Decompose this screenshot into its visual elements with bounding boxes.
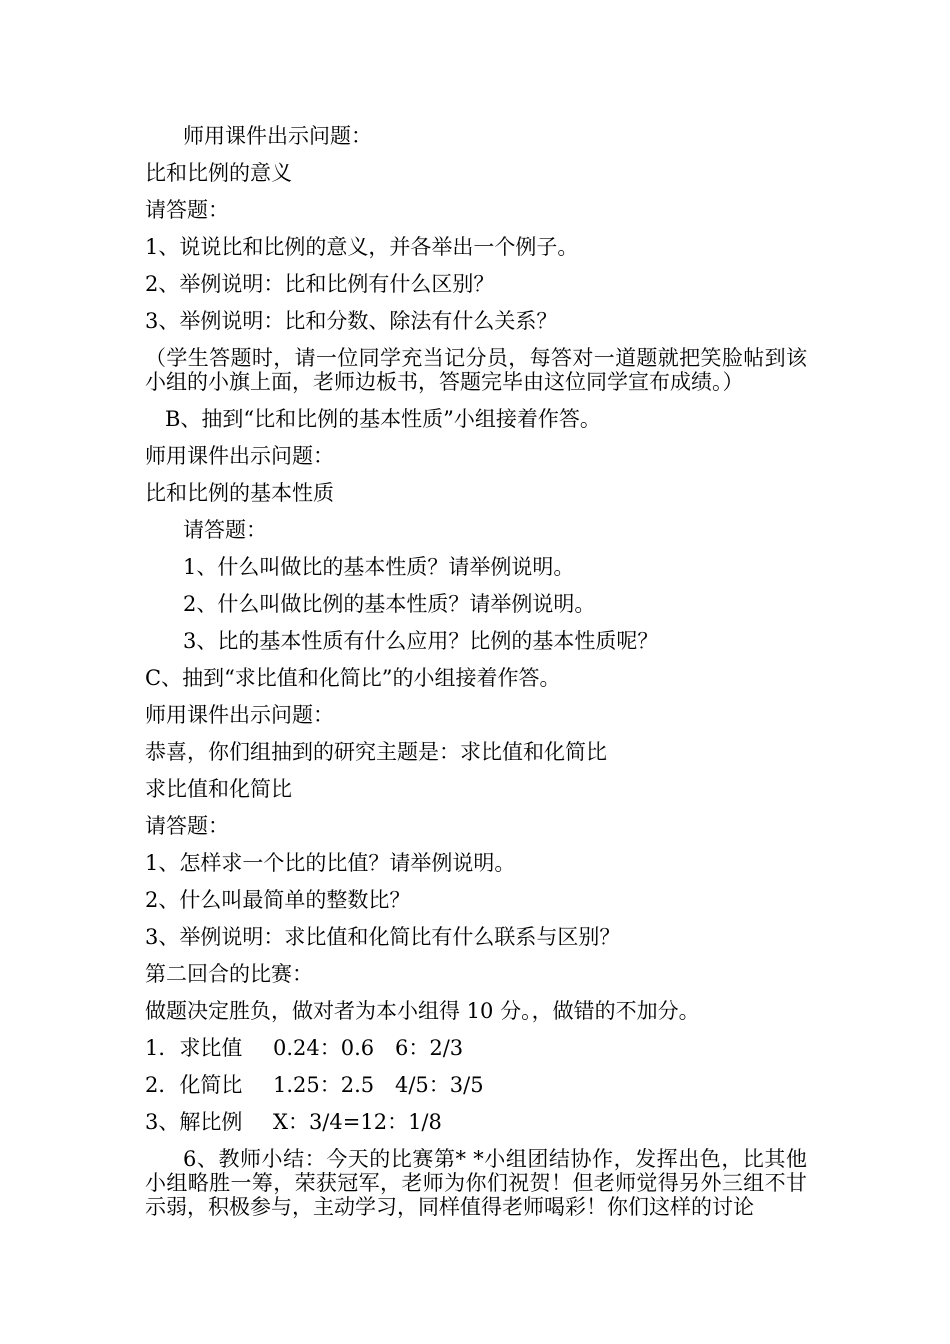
exercise-item: X：3/4=12：1/8 xyxy=(273,1110,442,1134)
exercise-row xyxy=(145,1073,815,1097)
text-line: 3、比的基本性质有什么应用？比例的基本性质呢？ xyxy=(183,629,659,653)
text-line: 3、举例说明：比和分数、除法有什么关系？ xyxy=(145,309,558,333)
text-line: 师用课件出示问题： xyxy=(183,124,372,148)
text-line: 1、怎样求一个比的比值？请举例说明。 xyxy=(145,851,516,875)
exercise-item: 1.25：2.5 xyxy=(273,1073,375,1097)
text-line: B、抽到“比和比例的基本性质”小组接着作答。 xyxy=(165,407,601,431)
text-line: 2、什么叫最简单的整数比？ xyxy=(145,888,411,912)
text-line: 恭喜，你们组抽到的研究主题是：求比值和化简比 xyxy=(145,740,607,764)
text-line: 比和比例的意义 xyxy=(145,161,292,185)
summary-paragraph: 6、教师小结：今天的比赛第* *小组团结协作，发挥出色，比其他小组略胜一筹，荣获冠军，老师为你们祝贺！但老师觉得另外三组不甘示弱，积极参与，主动学习，同样值得老师喝彩！你们这样的讨论 xyxy=(145,1147,807,1219)
exercise-row xyxy=(145,1036,815,1060)
text-line: 1、说说比和比例的意义，并各举出一个例子。 xyxy=(145,235,579,259)
exercise-label: 2．化简比 xyxy=(145,1073,243,1097)
text-line: 求比值和化简比 xyxy=(145,777,292,801)
exercise-item: 4/5：3/5 xyxy=(395,1073,484,1097)
exercise-row xyxy=(145,1110,815,1134)
text-line: 师用课件出示问题： xyxy=(145,703,334,727)
text-line: 请答题： xyxy=(145,198,229,222)
exercise-label: 1．求比值 xyxy=(145,1036,243,1060)
note-paragraph: （学生答题时，请一位同学充当记分员，每答对一道题就把笑脸帖到该小组的小旗上面，老师边板书，答题完毕由这位同学宣布成绩。） xyxy=(145,346,807,394)
exercise-item: 0.24：0.6 xyxy=(273,1036,375,1060)
text-line: 比和比例的基本性质 xyxy=(145,481,334,505)
text-line: 第二回合的比赛： xyxy=(145,962,313,986)
text-line: 3、举例说明：求比值和化简比有什么联系与区别？ xyxy=(145,925,621,949)
text-line: 1、什么叫做比的基本性质？请举例说明。 xyxy=(183,555,575,579)
text-line: C、抽到“求比值和化简比”的小组接着作答。 xyxy=(145,666,561,690)
text-line: 2、举例说明：比和比例有什么区别？ xyxy=(145,272,495,296)
text-line: 2、什么叫做比例的基本性质？请举例说明。 xyxy=(183,592,596,616)
text-line: 请答题： xyxy=(145,814,229,838)
exercise-label: 3、解比例 xyxy=(145,1110,243,1134)
text-line: 做题决定胜负，做对者为本小组得 10 分。，做错的不加分。 xyxy=(145,999,700,1023)
text-line: 请答题： xyxy=(183,518,267,542)
text-line: 师用课件出示问题： xyxy=(145,444,334,468)
exercise-item: 6：2/3 xyxy=(395,1036,464,1060)
